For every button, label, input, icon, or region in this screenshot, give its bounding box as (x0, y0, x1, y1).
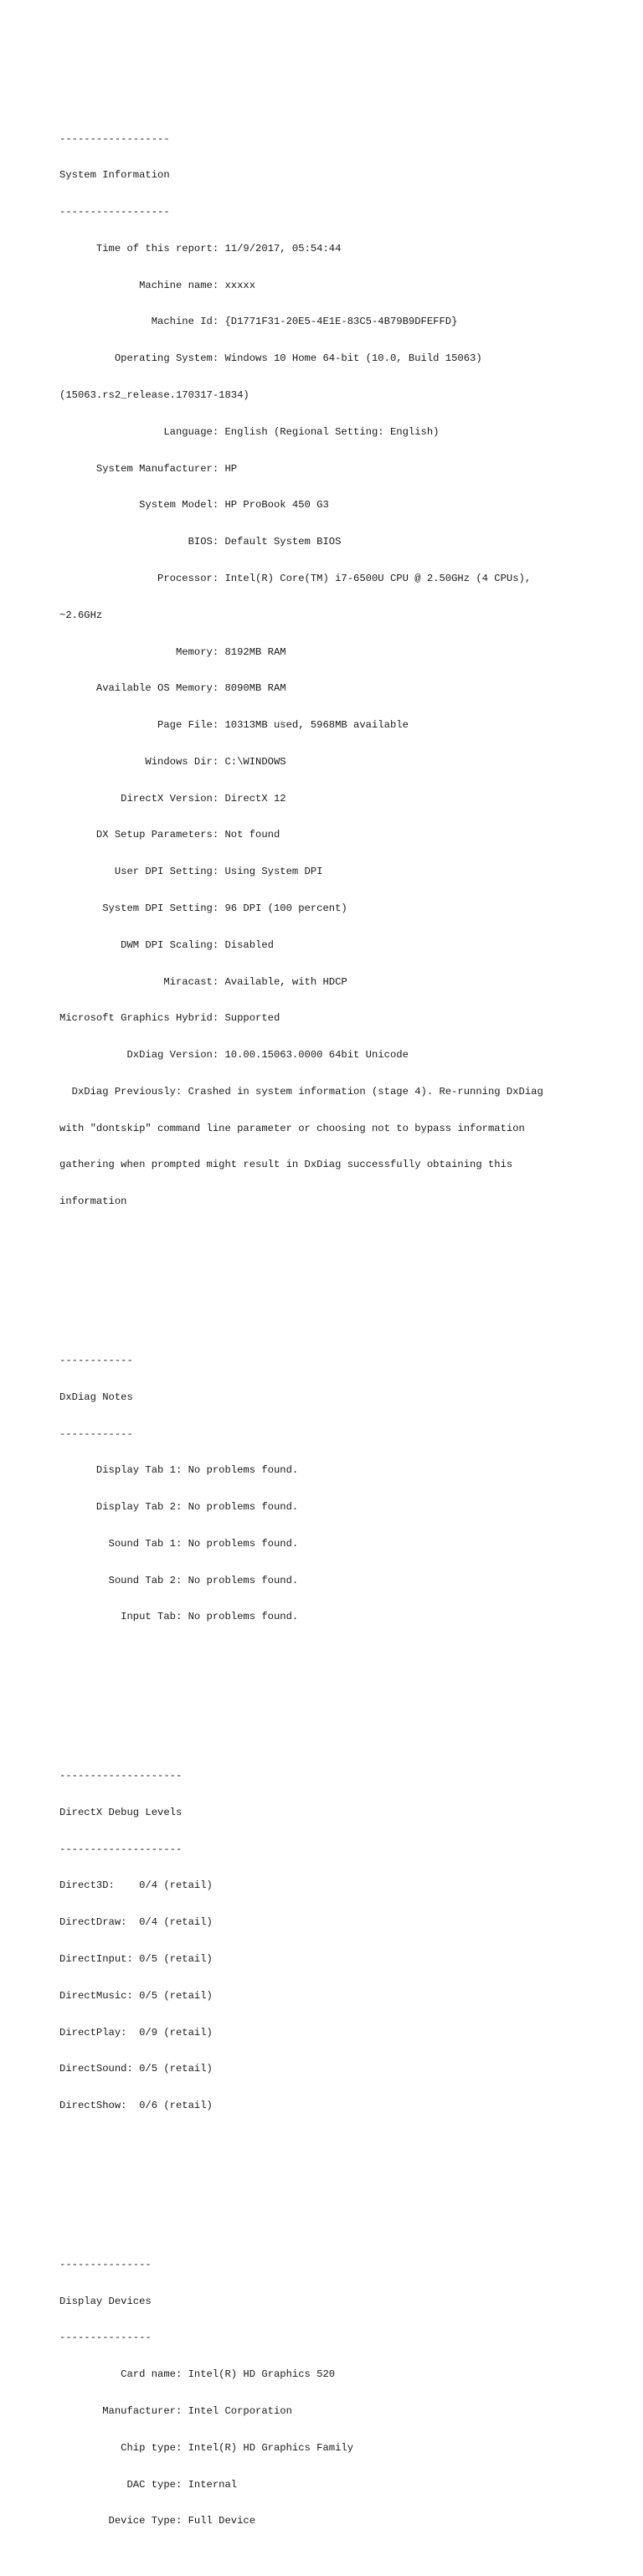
report-line: User DPI Setting: Using System DPI (59, 866, 323, 878)
section-rule-top: --------------- (59, 2258, 152, 2270)
report-line: Processor: Intel(R) Core(TM) i7-6500U CPU @ 2.50GHz (4 CPUs), (59, 572, 532, 584)
section-system-information (59, 108, 629, 1232)
report-line: Sound Tab 1: No problems found. (59, 1537, 299, 1550)
report-line: BIOS: Default System BIOS (59, 536, 342, 548)
section-display-devices (59, 2234, 629, 2552)
report-line: Sound Tab 2: No problems found. (59, 1574, 299, 1586)
report-line: System DPI Setting: 96 DPI (100 percent) (59, 902, 347, 914)
report-line: DirectShow: 0/6 (retail) (59, 2100, 213, 2112)
report-line: Manufacturer: Intel Corporation (59, 2405, 292, 2417)
report-line: Chip type: Intel(R) HD Graphics Family (59, 2441, 354, 2454)
report-line: Input Tab: No problems found. (59, 1611, 299, 1623)
report-line: Machine name: xxxxx (59, 279, 256, 291)
report-line: gathering when prompted might result in DxDiag successfully obtaining this (59, 1159, 513, 1171)
section-title: System Information (59, 169, 170, 182)
section-rule-bottom: ------------ (59, 1427, 133, 1440)
dxdiag-report (59, 59, 629, 2576)
section-rule-bottom: --------------- (59, 2332, 152, 2344)
section-rule-top: ------------ (59, 1354, 133, 1366)
report-line: Display Tab 2: No problems found. (59, 1501, 299, 1514)
report-line: ~2.6GHz (59, 609, 103, 621)
report-line: DWM DPI Scaling: Disabled (59, 938, 274, 951)
section-rule-bottom: ------------------ (59, 206, 170, 219)
report-line: Card name: Intel(R) HD Graphics 520 (59, 2368, 336, 2381)
report-line: Windows Dir: C:\WINDOWS (59, 755, 286, 768)
report-line: DirectInput: 0/5 (retail) (59, 1953, 213, 1966)
report-line: DirectPlay: 0/9 (retail) (59, 2026, 213, 2039)
report-line: DirectMusic: 0/5 (retail) (59, 1989, 213, 2002)
report-line: Operating System: Windows 10 Home 64-bit (10.0, Build 15063) (59, 352, 482, 365)
section-title: DxDiag Notes (59, 1391, 133, 1403)
report-line: Language: English (Regional Setting: English) (59, 425, 440, 438)
blank-line (59, 1684, 629, 1697)
report-line: DAC type: Internal (59, 2478, 238, 2491)
report-line: Microsoft Graphics Hybrid: Supported (59, 1012, 280, 1025)
report-line: Display Tab 1: No problems found. (59, 1464, 299, 1477)
report-line: System Manufacturer: HP (59, 462, 238, 475)
report-line: Available OS Memory: 8090MB RAM (59, 682, 286, 695)
report-line: Page File: 10313MB used, 5968MB available (59, 719, 409, 732)
report-line: (15063.rs2_release.170317-1834) (59, 389, 249, 402)
report-line: Device Type: Full Device (59, 2515, 256, 2527)
section-rule-top: ------------------ (59, 132, 170, 145)
report-line: Direct3D: 0/4 (retail) (59, 1879, 213, 1892)
section-rule-top: -------------------- (59, 1770, 183, 1782)
blank-line (59, 1269, 629, 1282)
section-title: DirectX Debug Levels (59, 1806, 183, 1818)
report-line: Machine Id: {D1771F31-20E5-4E1E-83C5-4B79B9DFEFFD} (59, 316, 458, 328)
section-rule-bottom: -------------------- (59, 1843, 183, 1855)
report-line: with "dontskip" command line parameter or choosing not to bypass information (59, 1122, 525, 1134)
report-line: DxDiag Version: 10.00.15063.0000 64bit Unicode (59, 1049, 409, 1062)
report-line: information (59, 1195, 127, 1208)
blank-line (59, 2173, 629, 2186)
report-line: System Model: HP ProBook 450 G3 (59, 499, 329, 512)
report-line: DirectDraw: 0/4 (retail) (59, 1916, 213, 1929)
report-line: DxDiag Previously: Crashed in system information (stage 4). Re-running DxDiag (59, 1085, 543, 1098)
section-dxdiag-notes (59, 1330, 629, 1648)
report-line: DirectX Version: DirectX 12 (59, 792, 286, 805)
section-directx-debug-levels (59, 1746, 629, 2136)
report-line: Memory: 8192MB RAM (59, 645, 286, 658)
report-line: DX Setup Parameters: Not found (59, 829, 280, 841)
report-line: Miracast: Available, with HDCP (59, 975, 347, 988)
report-line: DirectSound: 0/5 (retail) (59, 2063, 213, 2075)
section-title: Display Devices (59, 2295, 152, 2307)
report-line: Time of this report: 11/9/2017, 05:54:44 (59, 242, 342, 255)
